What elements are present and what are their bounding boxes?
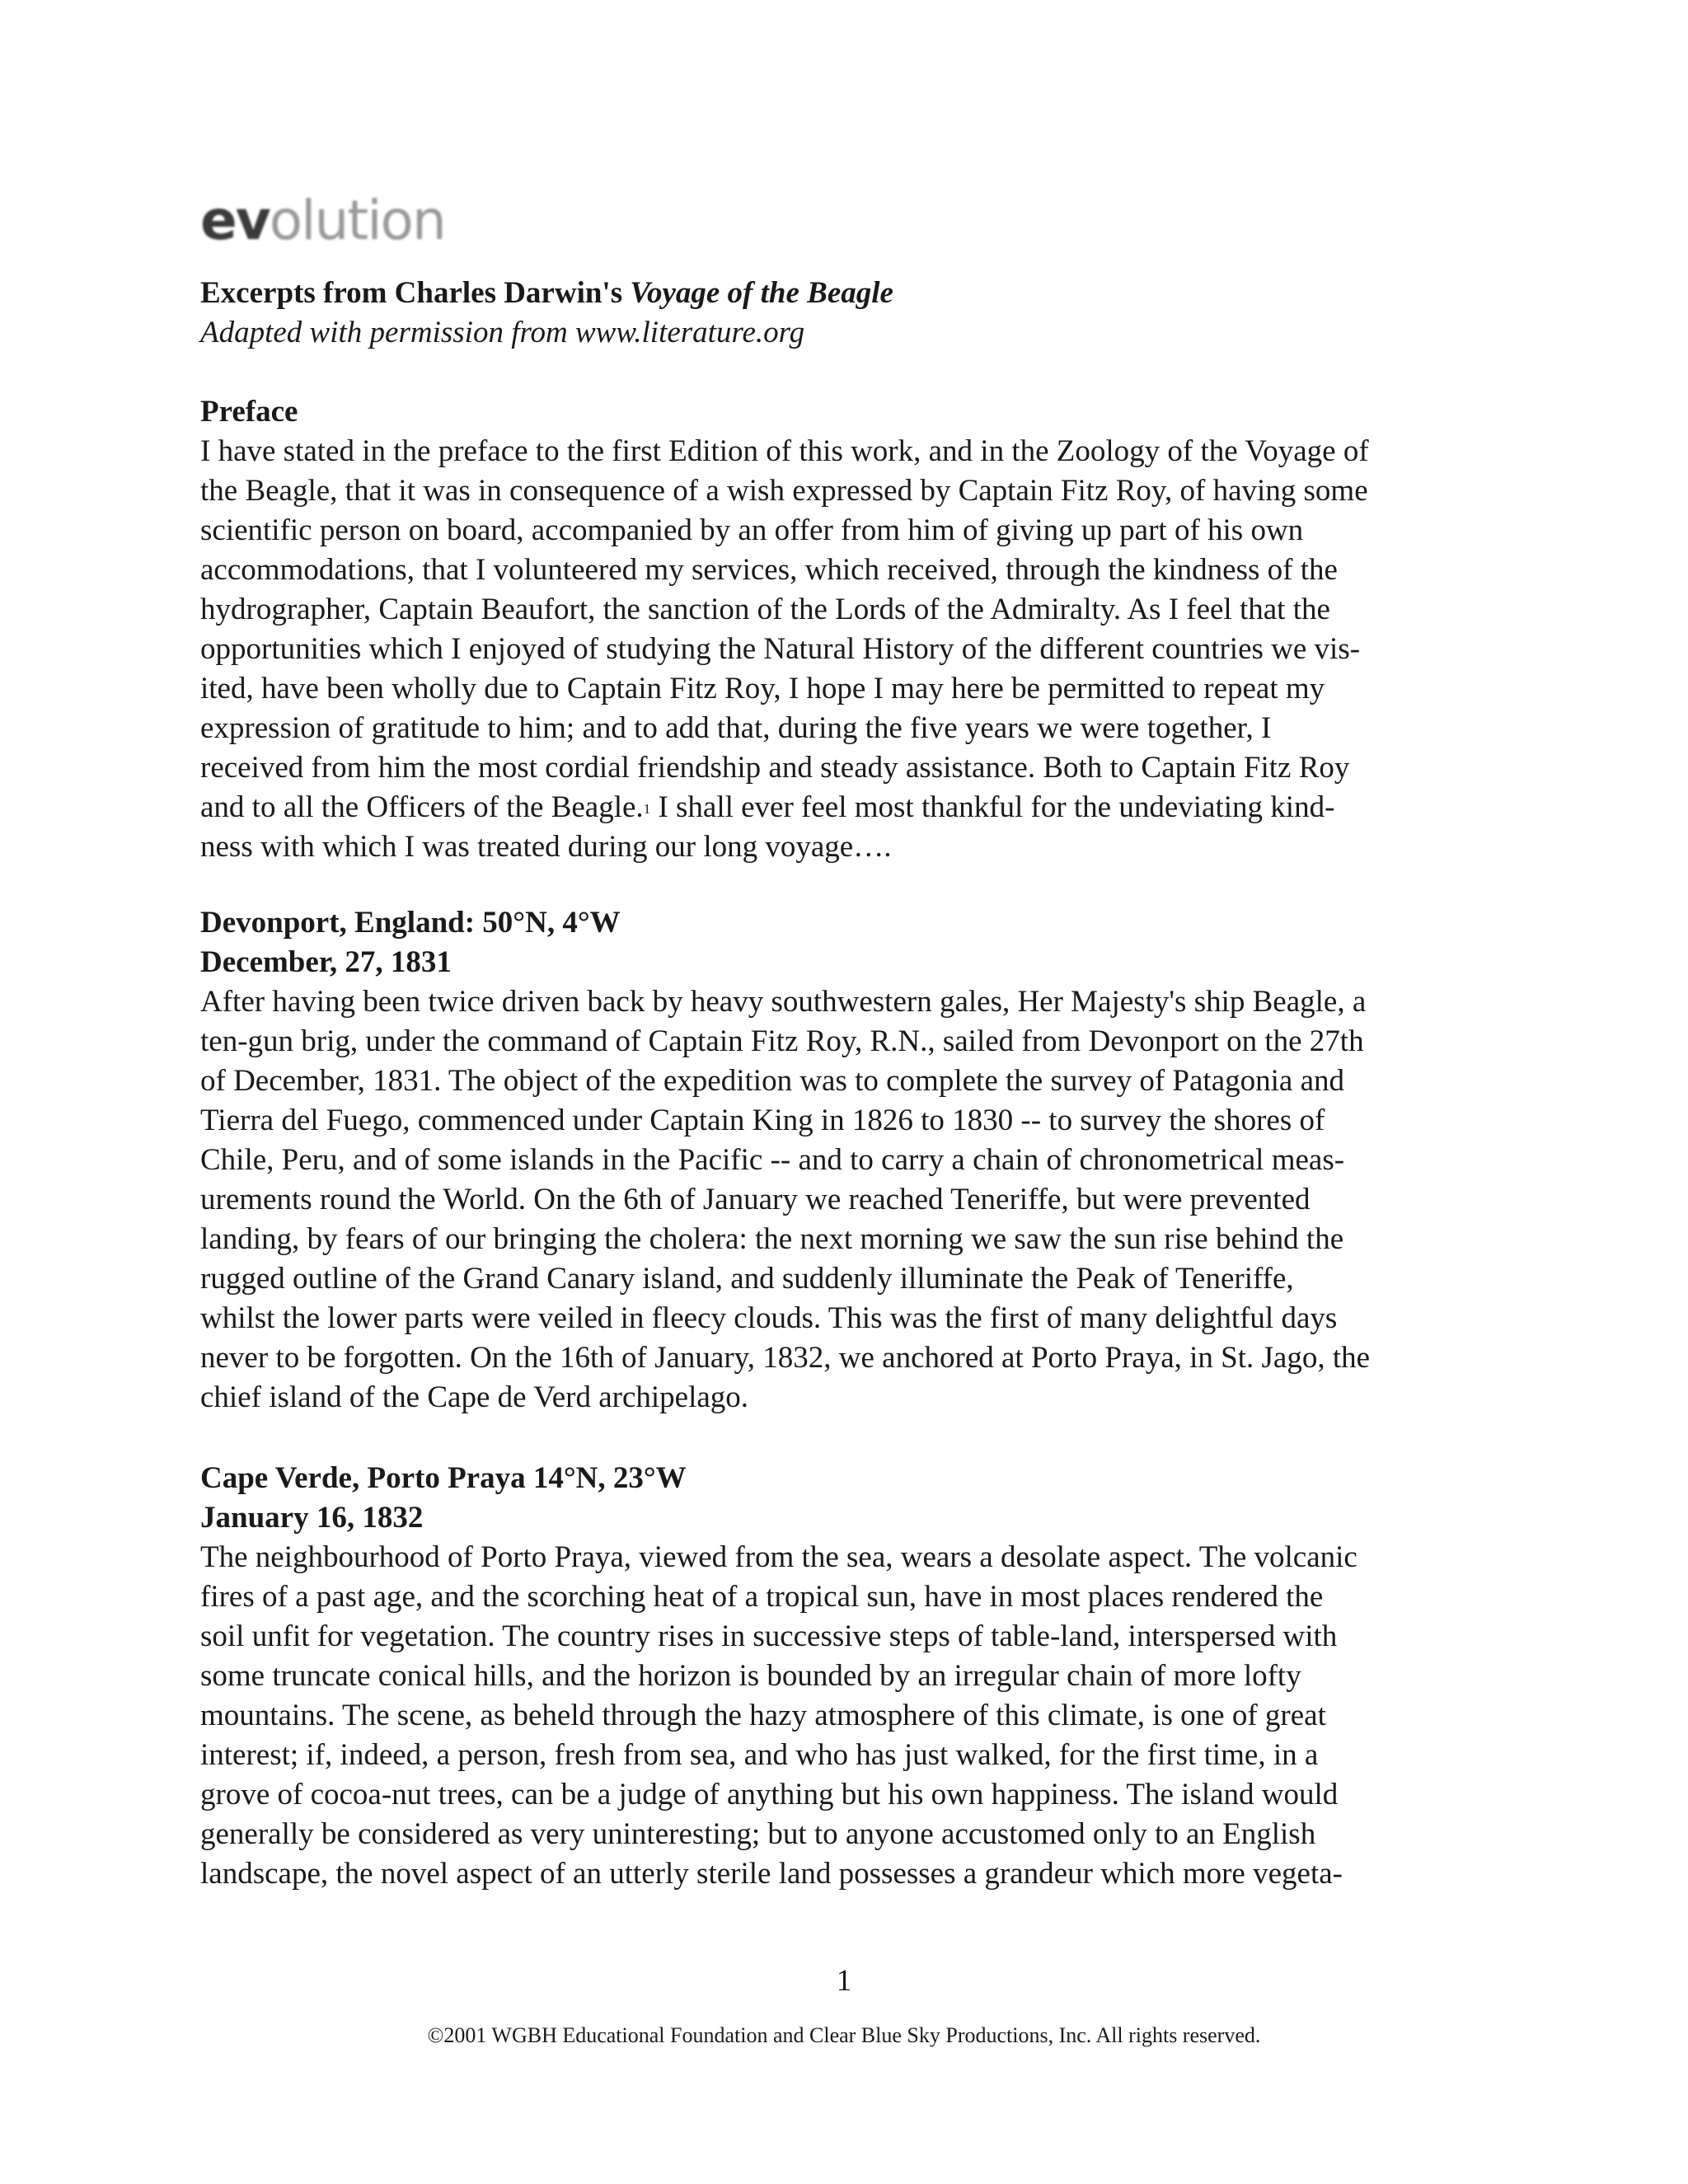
cape-verde-text-line: generally be considered as very uninteresting; but to anyone accustomed only to an English [200, 1817, 1316, 1851]
devonport-text-line: After having been twice driven back by heavy southwestern gales, Her Majesty's ship Beagle, a [200, 985, 1367, 1019]
preface-text-line: opportunities which I enjoyed of studying the Natural History of the different countries we vis- [200, 632, 1361, 666]
preface-heading: Preface [200, 395, 298, 429]
devonport-text-line: urements round the World. On the 6th of January we reached Teneriffe, but were prevented [200, 1183, 1311, 1216]
preface-section [200, 392, 1486, 867]
logo-ev: evolution [200, 191, 445, 251]
devonport-text-line: chief island of the Cape de Verd archipelago. [200, 1380, 749, 1414]
cape-verde-text-line: mountains. The scene, as beheld through the hazy atmosphere of this climate, is one of great [200, 1699, 1326, 1732]
cape-verde-body [200, 1538, 1486, 1894]
devonport-text-line: Chile, Peru, and of some islands in the Pacific -- and to carry a chain of chronometrical meas- [200, 1143, 1345, 1177]
document-title [200, 274, 1486, 313]
devonport-text-line: whilst the lower parts were veiled in fleecy clouds. This was the first of many delightful days [200, 1301, 1338, 1335]
preface-text-line: I have stated in the preface to the first Edition of this work, and in the Zoology of the Voyage of [200, 434, 1369, 468]
devonport-text-line: landing, by fears of our bringing the cholera: the next morning we saw the sun rise behind the [200, 1222, 1344, 1256]
preface-last-line: ness with which I was treated during our long voyage…. [200, 830, 892, 864]
preface-text-line: expression of gratitude to him; and to add that, during the five years we were together, I [200, 711, 1272, 745]
title-italic-part: Voyage of the Beagle [630, 276, 893, 310]
preface-line-footnote-a: and to all the Officers of the Beagle. [200, 790, 644, 824]
preface-text-line: hydrographer, Captain Beaufort, the sanction of the Lords of the Admiralty. As I feel that the [200, 593, 1330, 626]
preface-text-line: scientific person on board, accompanied by an offer from him of giving up part of his own [200, 513, 1304, 547]
preface-line-footnote [200, 788, 1486, 827]
preface-text-line: the Beagle, that it was in consequence of a wish expressed by Captain Fitz Roy, of having some [200, 474, 1368, 508]
devonport-date: December, 27, 1831 [200, 945, 452, 979]
cape-verde-text-line: grove of cocoa-nut trees, can be a judge of anything but his own happiness. The island would [200, 1778, 1339, 1811]
devonport-body [200, 982, 1486, 1418]
preface-line-footnote-b: I shall ever feel most thankful for the undeviating kind- [650, 790, 1335, 824]
preface-text-line: received from him the most cordial friendship and steady assistance. Both to Captain Fitz Roy [200, 751, 1350, 785]
cape-verde-text-line: interest; if, indeed, a person, fresh from sea, and who has just walked, for the first time, in a [200, 1738, 1319, 1772]
devonport-text-line: of December, 1831. The object of the expedition was to complete the survey of Patagonia and [200, 1064, 1344, 1098]
cape-verde-text-line: The neighbourhood of Porto Praya, viewed from the sea, wears a desolate aspect. The volcanic [200, 1540, 1357, 1574]
document-subtitle: Adapted with permission from www.literature.org [200, 316, 805, 349]
cape-verde-text-line: soil unfit for vegetation. The country rises in successive steps of table-land, interspersed with [200, 1619, 1338, 1653]
preface-body [200, 432, 1486, 788]
cape-verde-text-line: landscape, the novel aspect of an utterly sterile land possesses a grandeur which more vegeta- [200, 1857, 1343, 1891]
cape-verde-section [200, 1459, 1486, 1894]
preface-text-line: accommodations, that I volunteered my services, which received, through the kindness of the [200, 553, 1338, 587]
page-number: 1 [836, 1964, 852, 1998]
cape-verde-text-line: some truncate conical hills, and the horizon is bounded by an irregular chain of more lofty [200, 1659, 1301, 1693]
cape-verde-date: January 16, 1832 [200, 1501, 424, 1535]
cape-verde-text-line: fires of a past age, and the scorching heat of a tropical sun, have in most places rendered the [200, 1580, 1324, 1614]
evolution-logo [200, 191, 464, 251]
devonport-text-line: ten-gun brig, under the command of Captain Fitz Roy, R.N., sailed from Devonport on the 27th [200, 1024, 1364, 1058]
cape-verde-heading: Cape Verde, Porto Praya 14°N, 23°W [200, 1461, 687, 1495]
footnote-mark: 1 [643, 801, 651, 817]
devonport-text-line: Tierra del Fuego, commenced under Captain King in 1826 to 1830 -- to survey the shores of [200, 1104, 1325, 1137]
devonport-text-line: rugged outline of the Grand Canary island, and suddenly illuminate the Peak of Teneriffe, [200, 1262, 1294, 1296]
preface-text-line: ited, have been wholly due to Captain Fitz Roy, I hope I may here be permitted to repeat my [200, 672, 1325, 705]
copyright-footer: ©2001 WGBH Educational Foundation and Clear Blue Sky Productions, Inc. All rights reserved. [427, 2023, 1261, 2047]
devonport-heading: Devonport, England: 50°N, 4°W [200, 906, 621, 940]
title-block [200, 274, 1486, 353]
devonport-section [200, 903, 1486, 1418]
devonport-text-line: never to be forgotten. On the 16th of January, 1832, we anchored at Porto Praya, in St. Jago, the [200, 1341, 1371, 1375]
title-bold-part: Excerpts from Charles Darwin's [200, 276, 631, 310]
